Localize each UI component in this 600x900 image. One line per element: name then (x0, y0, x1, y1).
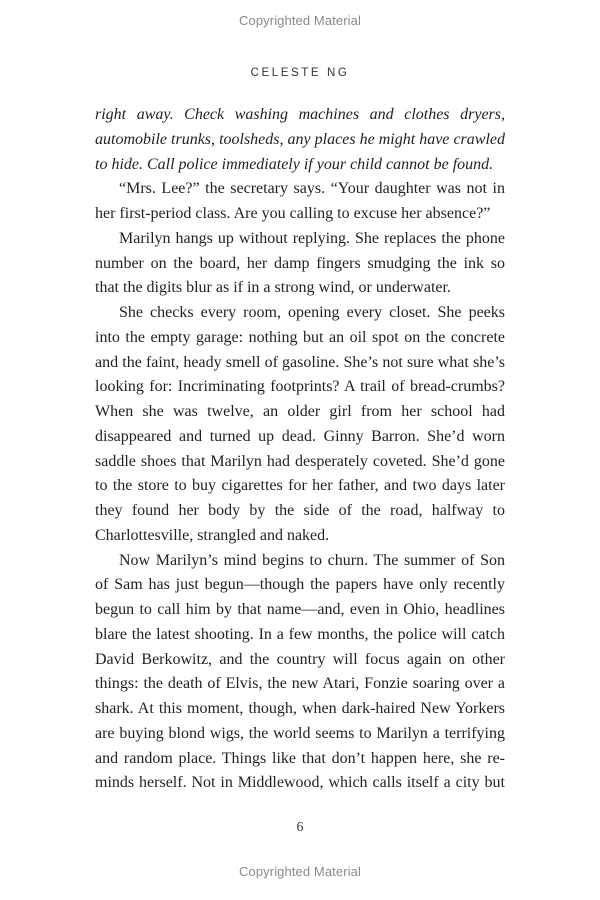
paragraph: She checks every room, opening every closet. She peeks into the empty garage: nothing but an oil spot on the concrete and the faint, heady smell of gasoline. She’s not sure what she’s looking for: Incriminating footprints? A trail of bread-crumbs? When she was twelve, an older girl from her school had disappeared and turned up dead. Ginny Barron. She’d worn saddle shoes that Marilyn had desperately coveted. She’d gone to the store to buy cigarettes for her father, and two days later they found her body by the side of the road, halfway to Charlottesville, strangled and naked. (95, 304, 505, 544)
copyright-watermark-top: Copyrighted Material (239, 13, 361, 28)
page-number: 6 (296, 820, 304, 835)
running-head-author: CELESTE NG (250, 67, 350, 79)
paragraph: Now Marilyn’s mind begins to churn. The summer of Son of Sam has just begun—though the papers have only recently begun to call him by that name—and, even in Ohio, headlines blare the latest shooting. In a few months, the police will catch David Berkowitz, and the country will focus again on other things: the death of Elvis, the new Atari, Fonzie soaring over a shark. At this moment, though, when dark-haired New Yorkers are buying blond wigs, the world seems to Marilyn a terrifying and random place. Things like that don’t happen here, she re-minds herself. Not in Middlewood, which calls itself a city but (95, 551, 505, 792)
paragraph: Marilyn hangs up without replying. She replaces the phone number on the board, her damp fingers smudging the ink so that the digits blur as if in a strong wind, or underwater. (95, 229, 505, 297)
page-body (95, 103, 505, 796)
paragraph: “Mrs. Lee?” the secretary says. “Your daughter was not in her first-period class. Are you calling to excuse her absence?” (95, 180, 505, 222)
paragraph: right away. Check washing machines and clothes dryers, automobile trunks, toolsheds, any places he might have crawled to hide. Call police immediately if your child cannot be found. (95, 106, 505, 173)
copyright-watermark-bottom: Copyrighted Material (239, 864, 361, 879)
